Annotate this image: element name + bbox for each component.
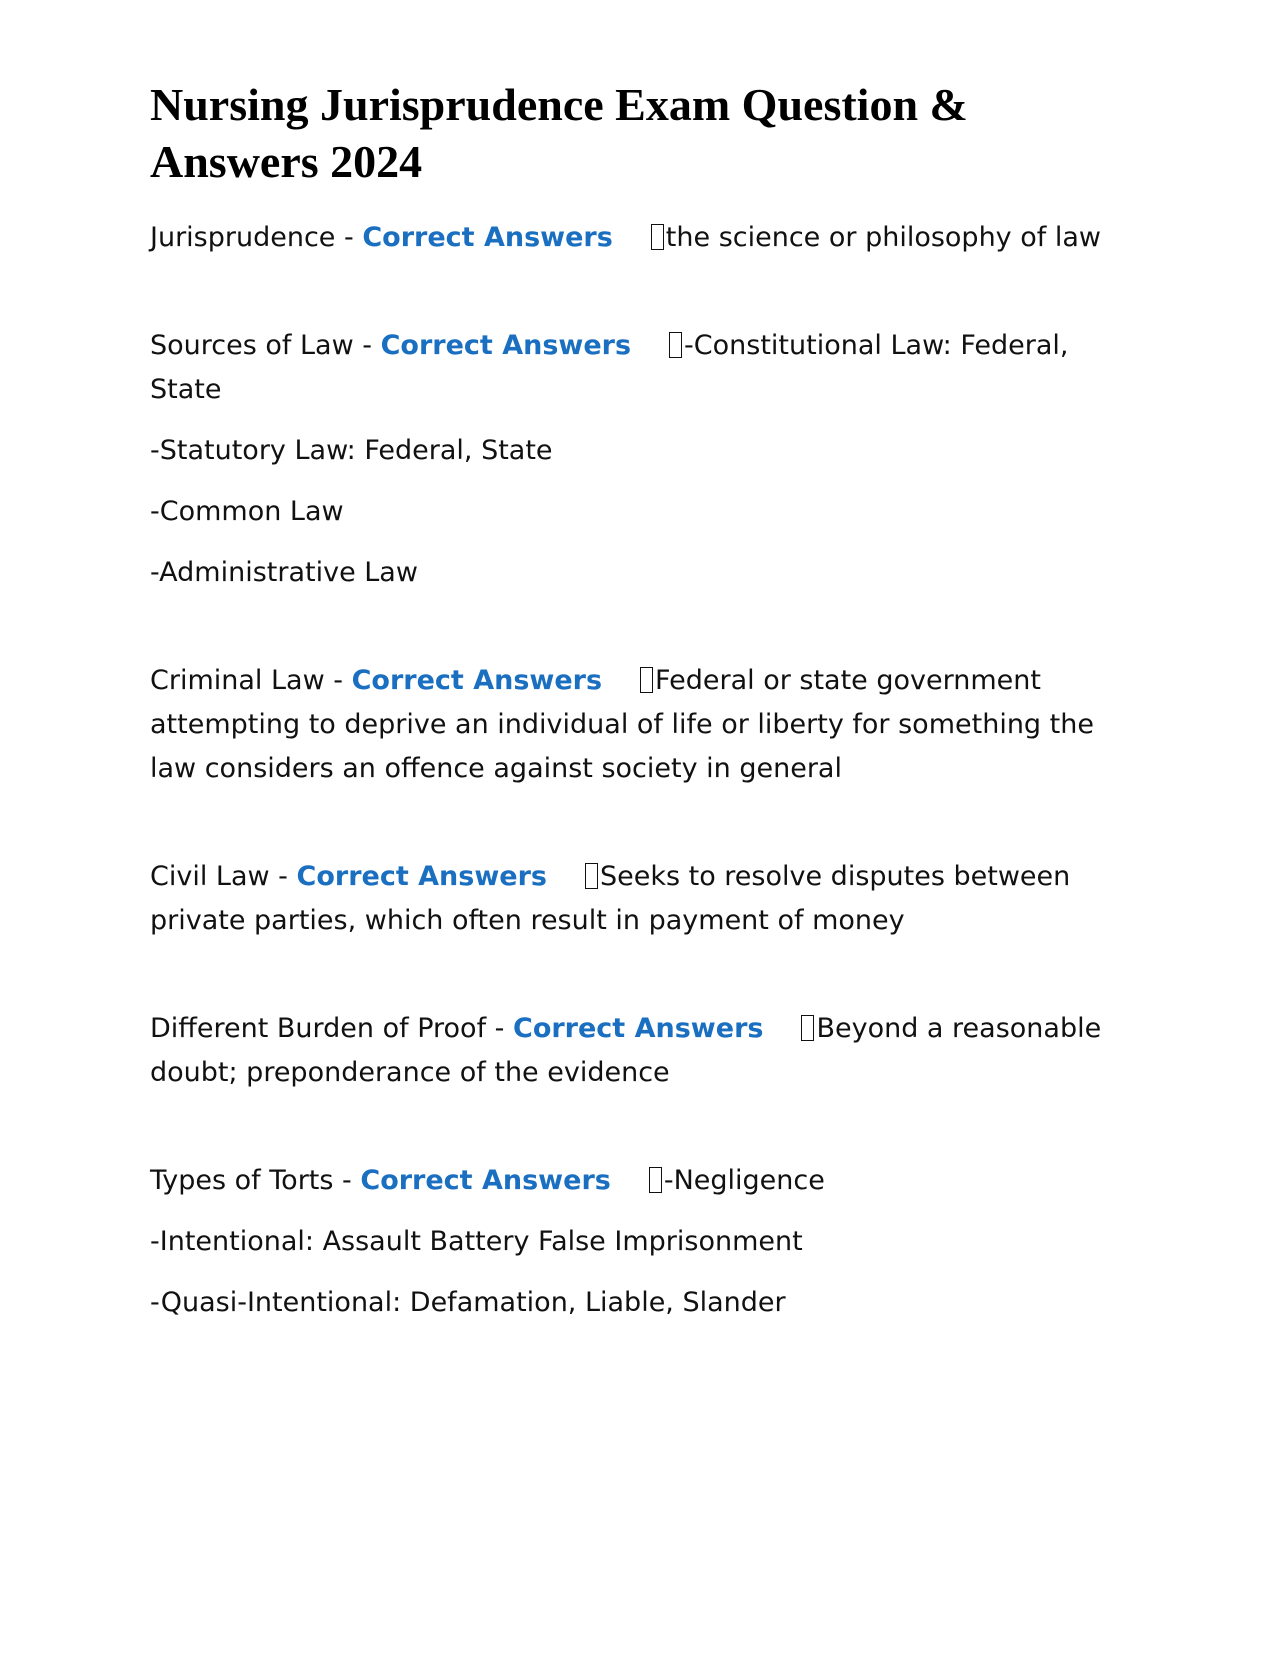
qa-separator: - bbox=[335, 222, 363, 253]
qa-answer: -Constitutional Law: Federal, State bbox=[150, 330, 1069, 405]
qa-answer: Seeks to resolve disputes between private parties, which often result in payment of money bbox=[150, 861, 1071, 936]
qa-answer-line: -Administrative Law bbox=[150, 557, 418, 588]
qa-term: Civil Law bbox=[150, 861, 270, 892]
qa-answer-line: -Intentional: Assault Battery False Imprisonment bbox=[150, 1226, 803, 1257]
correct-answers-label: Correct Answers bbox=[360, 1165, 611, 1196]
missing-glyph-box-icon bbox=[651, 224, 664, 250]
qa-list bbox=[150, 216, 1110, 1325]
missing-glyph-box-icon bbox=[669, 332, 682, 358]
qa-separator: - bbox=[353, 330, 381, 361]
document-title: Nursing Jurisprudence Exam Question & Answers 2024 bbox=[150, 79, 968, 187]
qa-answer: Beyond a reasonable doubt; preponderance of the evidence bbox=[150, 1013, 1102, 1088]
qa-entry-criminal-law bbox=[150, 659, 1110, 791]
qa-term: Different Burden of Proof bbox=[150, 1013, 487, 1044]
missing-glyph-box-icon bbox=[801, 1015, 814, 1041]
qa-separator: - bbox=[324, 665, 352, 696]
qa-term: Jurisprudence bbox=[150, 222, 336, 253]
document-page bbox=[150, 76, 1110, 1389]
qa-entry-civil-law bbox=[150, 855, 1110, 943]
qa-answer: Federal or state government attempting to deprive an individual of life or liberty for something the law considers an offence against society in general bbox=[150, 665, 1094, 784]
correct-answers-label: Correct Answers bbox=[296, 861, 547, 892]
qa-answer-line: -Quasi-Intentional: Defamation, Liable, Slander bbox=[150, 1287, 786, 1318]
qa-term: Criminal Law bbox=[150, 665, 325, 696]
correct-answers-label: Correct Answers bbox=[513, 1013, 764, 1044]
qa-entry-sources-of-law bbox=[150, 324, 1110, 595]
qa-answer-line: -Common Law bbox=[150, 496, 344, 527]
qa-entry-burden-of-proof bbox=[150, 1007, 1110, 1095]
qa-term: Types of Torts bbox=[150, 1165, 334, 1196]
missing-glyph-box-icon bbox=[640, 667, 653, 693]
qa-entry-jurisprudence bbox=[150, 216, 1110, 260]
missing-glyph-box-icon bbox=[585, 863, 598, 889]
missing-glyph-box-icon bbox=[649, 1167, 662, 1193]
qa-answer: -Negligence bbox=[663, 1165, 825, 1196]
qa-entry-types-of-torts bbox=[150, 1159, 1110, 1325]
qa-answer: the science or philosophy of law bbox=[665, 222, 1101, 253]
qa-answer-line: -Statutory Law: Federal, State bbox=[150, 435, 553, 466]
qa-separator: - bbox=[486, 1013, 513, 1044]
correct-answers-label: Correct Answers bbox=[380, 330, 632, 361]
qa-separator: - bbox=[269, 861, 297, 892]
correct-answers-label: Correct Answers bbox=[362, 222, 613, 253]
correct-answers-label: Correct Answers bbox=[351, 665, 603, 696]
qa-separator: - bbox=[333, 1165, 361, 1196]
qa-term: Sources of Law bbox=[150, 330, 354, 361]
